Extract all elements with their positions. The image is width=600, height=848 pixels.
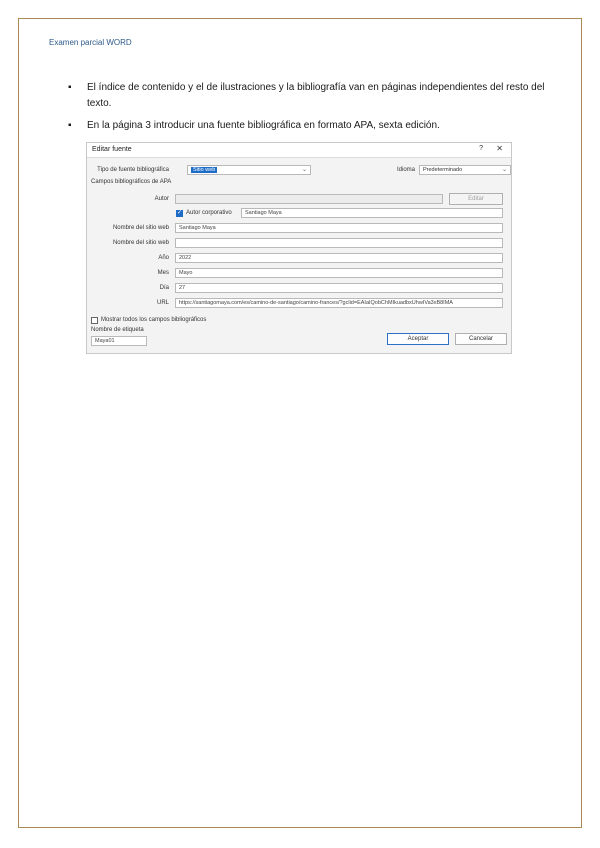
month-label: Mes — [157, 270, 169, 276]
source-type-label: Tipo de fuente bibliográfica — [97, 167, 169, 173]
list-item — [68, 118, 558, 134]
language-value: Predeterminado — [423, 167, 463, 173]
bullet-text: En la página 3 introducir una fuente bibliográfica en formato APA, sexta edición. — [87, 120, 440, 131]
tag-name-field[interactable]: Maya01 — [91, 336, 147, 346]
day-field[interactable]: 27 — [175, 283, 503, 293]
show-all-fields-label: Mostrar todos los campos bibliográficos — [101, 317, 207, 323]
corporate-author-checkbox[interactable] — [176, 210, 183, 217]
show-all-fields-checkbox[interactable] — [91, 317, 98, 324]
tag-name-label: Nombre de etiqueta — [91, 327, 144, 333]
corporate-author-label: Autor corporativo — [186, 210, 232, 216]
bullet-marker: ▪ — [68, 120, 72, 131]
bullet-marker: ▪ — [68, 82, 72, 93]
author-label: Autor — [154, 196, 169, 202]
cancel-button[interactable]: Cancelar — [455, 333, 507, 345]
site-name-label: Nombre del sitio web — [112, 225, 169, 231]
dialog-title: Editar fuente — [92, 146, 132, 153]
url-label: URL — [156, 300, 169, 306]
edit-source-dialog — [86, 142, 512, 354]
bullet-text: El índice de contenido y el de ilustraciones y la bibliografía van en páginas independientes del resto del texto. — [87, 82, 545, 109]
year-field[interactable]: 2022 — [175, 253, 503, 263]
dialog-titlebar — [87, 143, 511, 158]
web-name-field[interactable] — [175, 238, 503, 248]
edit-button[interactable]: Editar — [449, 193, 503, 205]
language-select[interactable] — [419, 165, 511, 175]
language-label: Idioma — [397, 167, 416, 173]
chevron-down-icon: ⌄ — [301, 167, 307, 173]
corporate-author-field[interactable]: Santiago Maya — [241, 208, 503, 218]
source-type-select[interactable] — [187, 165, 311, 175]
close-icon[interactable]: ✕ — [496, 144, 503, 153]
url-field[interactable]: https://santiagomaya.com/es/camino-de-santiago/camino-frances/?gclid=EAIaIQobChMIkuadbxUhwIVa3xB8IMA — [175, 298, 503, 308]
month-field[interactable]: Mayo — [175, 268, 503, 278]
accept-button[interactable]: Aceptar — [387, 333, 449, 345]
author-field[interactable] — [175, 194, 443, 204]
chevron-down-icon: ⌄ — [501, 167, 507, 173]
year-label: Año — [158, 255, 169, 261]
help-button[interactable]: ? — [479, 145, 483, 152]
list-item — [68, 80, 558, 112]
document-header-title: Examen parcial WORD — [49, 38, 132, 47]
apa-fields-section-label: Campos bibliográficos de APA — [91, 179, 172, 185]
bullet-list — [68, 80, 558, 140]
source-type-value: Sitio web — [193, 167, 216, 173]
site-name-field[interactable]: Santiago Maya — [175, 223, 503, 233]
web-name-label: Nombre del sitio web — [112, 240, 169, 246]
day-label: Día — [159, 285, 169, 291]
